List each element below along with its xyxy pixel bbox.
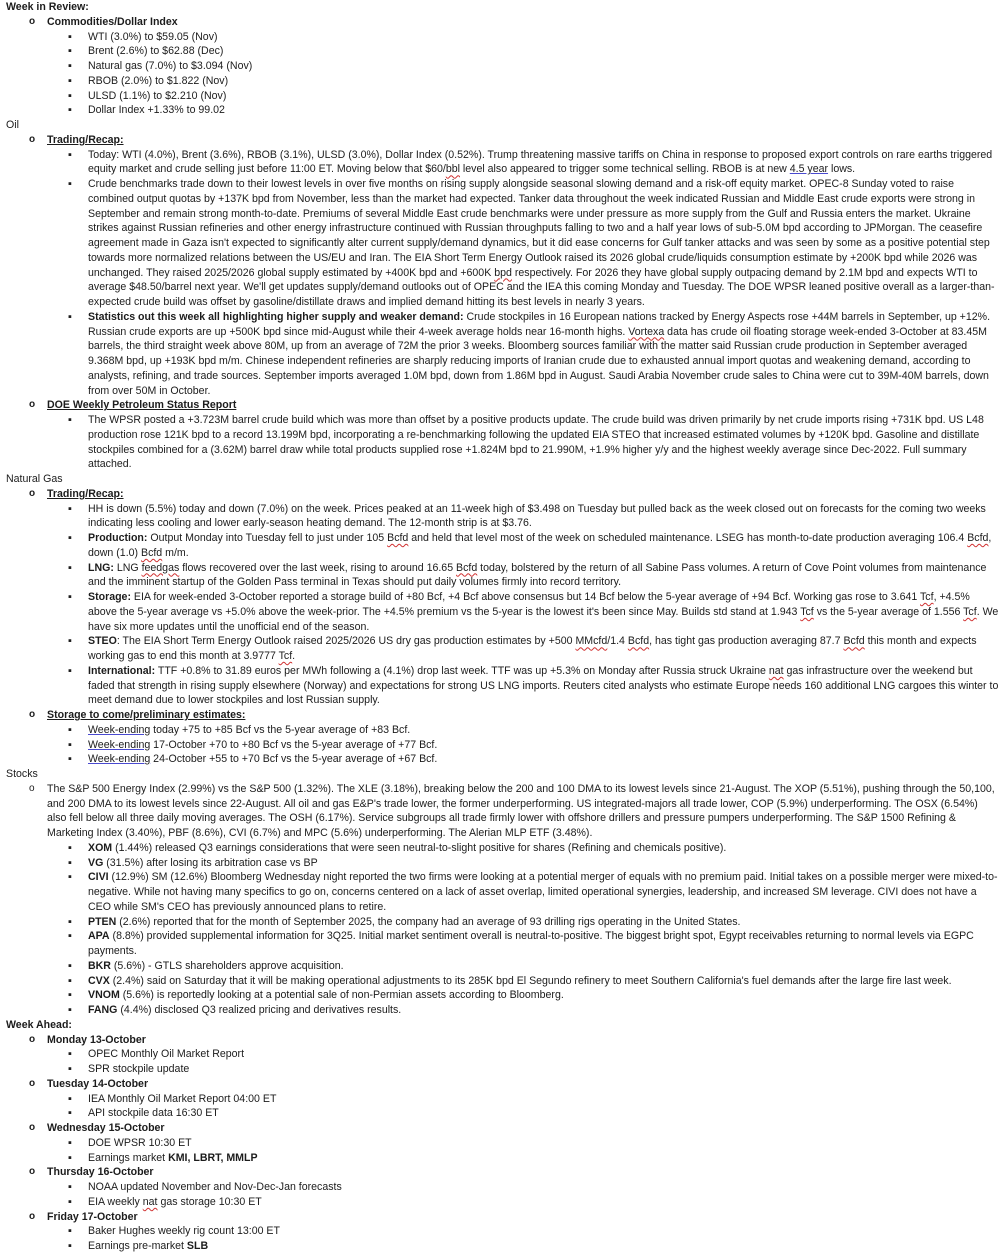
storage-estimate-item: ▪ Week-ending today +75 to +85 Bcf vs the 5-year average of +83 Bcf. (6, 723, 999, 738)
commodity-item: ▪ RBOB (2.0%) to $1.822 (Nov) (6, 74, 999, 89)
doe-heading: o DOE Weekly Petroleum Status Report (6, 398, 999, 413)
commodity-item: ▪ Brent (2.6%) to $62.88 (Dec) (6, 44, 999, 59)
oil-trading-item: ▪ Today: WTI (4.0%), Brent (3.6%), RBOB (3.1%), ULSD (3.0%), Dollar Index (0.52%). Trump threatening massive tariffs on China in response to proposed export controls on rare earths triggered equity market and crude selling just before 11:00 ET. Moving below that $60/bbl level also appeared to trigger some technical selling. RBOB is at new 4.5 year lows. (6, 148, 999, 178)
stocks-heading: Stocks (6, 768, 38, 780)
event-item: ▪ API stockpile data 16:30 ET (6, 1106, 999, 1121)
event-item: ▪ SPR stockpile update (6, 1062, 999, 1077)
day-heading: o Friday 17-October (6, 1210, 999, 1225)
stock-item: ▪ CIVI (12.9%) SM (12.6%) Bloomberg Wednesday night reported the two firms were looking at a potential merger of equals with no premium paid. Initial takes on a possible merger were mixed-to-negative. While not having many specifics to go on, concerns centered on a lack of asset overlap, limited operational synergies, leadership, and increased SM leverage. CIVI does not have a CEO while SM's CEO has previously announced plans to retire. (6, 870, 999, 914)
commodity-item: ▪ Natural gas (7.0%) to $3.094 (Nov) (6, 59, 999, 74)
day-heading: o Wednesday 15-October (6, 1121, 999, 1136)
commodities-heading: o Commodities/Dollar Index (6, 15, 999, 30)
natgas-production-item: ▪ Production: Output Monday into Tuesday fell to just under 105 Bcfd and held that level most of the week on scheduled maintenance. LSEG has month-to-date production averaging 106.4 Bcfd, down (1.0) Bcfd m/m. (6, 531, 999, 561)
commodity-item: ▪ Dollar Index +1.33% to 99.02 (6, 103, 999, 118)
storage-estimate-item: ▪ Week-ending 17-October +70 to +80 Bcf vs the 5-year average of +77 Bcf. (6, 738, 999, 753)
week-ahead-section (6, 1033, 999, 1254)
natgas-lng-item: ▪ LNG: LNG feedgas flows recovered over the last week, rising to around 16.65 Bcfd today, bolstered by the return of all Sabine Pass volumes. A return of Cove Point volumes from maintenance and the imminent startup of the Golden Pass terminal in Texas should put daily volumes firmly into record territory. (6, 561, 999, 591)
stock-item: ▪ PTEN (2.6%) reported that for the month of September 2025, the company had an average of 93 drilling rigs operating in the United States. (6, 915, 999, 930)
link-4-5-year[interactable]: 4.5 year (789, 163, 829, 176)
event-item: ▪ OPEC Monthly Oil Market Report (6, 1047, 999, 1062)
stock-item: ▪ XOM (1.44%) released Q3 earnings considerations that were seen neutral-to-slight positive for shares (Refining and chemicals positive). (6, 841, 999, 856)
event-item: ▪ Baker Hughes weekly rig count 13:00 ET (6, 1224, 999, 1239)
stocks-section (6, 782, 999, 1018)
storage-estimate-item: ▪ Week-ending 24-October +55 to +70 Bcf vs the 5-year average of +67 Bcf. (6, 752, 999, 767)
stocks-summary: o The S&P 500 Energy Index (2.99%) vs the S&P 500 (1.32%). The XLE (3.18%), breaking below the 200 and 100 DMA to its lowest levels since 21-August. The XOP (5.51%), pushing through the 50,100, and 200 DMA to its lowest levels since 22-August. All oil and gas E&P's trade lower, the former underperforming. US integrated-majors all trade lower, COP (5.9%) underperforming. The OSX (6.54%) also fell below all three daily moving averages. The OSH (6.17%). Service subgroups all trade firmly lower with offshore drillers and pressure pumpers underperforming. The S&P 1500 Refining & Marketing Index (3.40%), PBF (8.6%), CVI (6.7%) and MPC (5.6%) underperforming. The Alerian MLP ETF (3.48%). (6, 782, 999, 841)
stock-item: ▪ FANG (4.4%) disclosed Q3 realized pricing and derivatives results. (6, 1003, 999, 1018)
week-in-review-heading: Week in Review: (6, 1, 89, 13)
week-ahead-heading: Week Ahead: (6, 1018, 72, 1031)
natgas-steo-item: ▪ STEO: The EIA Short Term Energy Outlook raised 2025/2026 US dry gas production estimates by +500 MMcfd/1.4 Bcfd, has tight gas production averaging 87.7 Bcfd this month and expects working gas to end this month at 3.9777 Tcf. (6, 634, 999, 664)
stock-item: ▪ BKR (5.6%) - GTLS shareholders approve acquisition. (6, 959, 999, 974)
stock-item: ▪ VG (31.5%) after losing its arbitration case vs BP (6, 856, 999, 871)
event-item: ▪ Earnings market KMI, LBRT, MMLP (6, 1151, 999, 1166)
oil-trading-heading: o Trading/Recap: (6, 133, 999, 148)
oil-section (6, 133, 999, 472)
natgas-section (6, 487, 999, 767)
commodity-item: ▪ WTI (3.0%) to $59.05 (Nov) (6, 30, 999, 45)
natgas-heading: Natural Gas (6, 473, 63, 485)
natgas-trading-heading: o Trading/Recap: (6, 487, 999, 502)
event-item: ▪ EIA weekly nat gas storage 10:30 ET (6, 1195, 999, 1210)
oil-trading-item: ▪ Crude benchmarks trade down to their lowest levels in over five months on rising supply alongside seasonal slowing demand and a risk-off equity market. OPEC-8 Sunday voted to raise combined output quotas by +137K bpd from November, less than the market had expected. Tanker data throughout the week indicated Russian and Middle East crude exports were strong in September and remain strong month-to-date. Premiums of several Middle East crude benchmarks were under pressure as more supply from the Gulf and Russia enters the market. Ukraine strikes against Russian refineries and other energy infrastructure continued with Russian throughputs falling to two and a half year lows of sub-5.0M bpd according to JPMorgan. The ceasefire agreement made in Gaza isn't expected to significantly alter current supply/demand dynamics, but it did ease concerns for Gulf tanker attacks and was seen by some as a positive potential step towards more normalized relations between the US/EU and Iran. The EIA Short Term Energy Outlook raised its 2026 global crude/liquids consumption estimate by +200K bpd while 2026 was unchanged. They raised 2025/2026 global supply estimated by +400K bpd and +600K bpd respectively. For 2026 they have global supply outpacing demand by 2.1M bpd and expects WTI to average $48.50/barrel next year. We'll get updates supply/demand outlooks out of OPEC and the IEA this coming Monday and Tuesday. The DOE WPSR leaned positive overall as a larger-than-expected crude build was offset by gasoline/distillate draws and implied demand hitting its best levels in nearly 3 years. (6, 177, 999, 310)
day-heading: o Tuesday 14-October (6, 1077, 999, 1092)
event-item: ▪ NOAA updated November and Nov-Dec-Jan forecasts (6, 1180, 999, 1195)
storage-estimates-heading: o Storage to come/preliminary estimates: (6, 708, 999, 723)
event-item: ▪ Earnings pre-market SLB (6, 1239, 999, 1254)
stock-item: ▪ APA (8.8%) provided supplemental information for 3Q25. Initial market sentiment overall is neutral-to-positive. The biggest bright spot, Egypt receivables returning to normal levels via EGPC payments. (6, 929, 999, 959)
event-item: ▪ IEA Monthly Oil Market Report 04:00 ET (6, 1092, 999, 1107)
event-item: ▪ DOE WPSR 10:30 ET (6, 1136, 999, 1151)
doe-item: ▪ The WPSR posted a +3.723M barrel crude build which was more than offset by a positive products update. The crude build was driven primarily by net crude imports rising +731K bpd. US L48 production rose 121K bpd to a record 13.199M bpd, incorporating a re-benchmarking following the updated EIA STEO that increased estimated volumes by +120K bpd. Gasoline and distillate stockpiles combined for a (3.62M) barrel draw while total products supplied rose +1.824M bpd to 21.990M, +1.9% higher y/y and the highest weekly average since Dec-2022. Full summary attached. (6, 413, 999, 472)
stock-item: ▪ CVX (2.4%) said on Saturday that it will be making operational adjustments to its 285K bpd El Segundo refinery to meet Southern California's fuel demands after the large fire last week. (6, 974, 999, 989)
oil-trading-item: ▪ Statistics out this week all highlighting higher supply and weaker demand: Crude stockpiles in 16 European nations tracked by Energy Aspects rose +44M barrels in September, up +12%. Russian crude exports are up +500K bpd since mid-August while their 4-week average holds near 16-month highs. Vortexa data has crude oil floating storage week-ended 3-October at 83.45M barrels, the third straight week above 80M, up from an average of 72M the prior 3 weeks. Bloomberg sources familiar with the matter said Russian crude production in September averaged 9.368M bpd, up +193K bpd m/m. Chinese independent refineries are sharply reducing imports of Iranian crude due to exhausted annual import quotas and weakening demand, according to analysts, refining, and trade sources. September imports averaged 1.0M bpd, down from 1.86M bpd in August. Saudi Arabia November crude sales to China were cut to 39M-40M barrels, down from over 50M in October. (6, 310, 999, 399)
stock-item: ▪ VNOM (5.6%) is reportedly looking at a potential sale of non-Permian assets according to Bloomberg. (6, 988, 999, 1003)
day-heading: o Monday 13-October (6, 1033, 999, 1048)
natgas-international-item: ▪ International: TTF +0.8% to 31.89 euros per MWh following a (4.1%) drop last week. TTF was up +5.3% on Monday after Russia struck Ukraine nat gas infrastructure over the weekend but faded that strength in rising supply elsewhere (Norway) and expectations for strong US LNG imports. Reuters cited analysts who estimate Europe needs 160 additional LNG cargoes this winter to meet demand due to lower stockpiles and lost Russian supply. (6, 664, 999, 708)
commodity-item: ▪ ULSD (1.1%) to $2.210 (Nov) (6, 89, 999, 104)
natgas-hh-item: ▪ HH is down (5.5%) today and down (7.0%) on the week. Prices peaked at an 11-week high of $3.498 on Tuesday but pulled back as the week closed out on forecasts for the coming two weeks indicating less cooling and lower early-season heating demand. The 12-month strip is at $3.76. (6, 502, 999, 532)
day-heading: o Thursday 16-October (6, 1165, 999, 1180)
week-in-review-list (6, 15, 999, 118)
natgas-storage-item: ▪ Storage: EIA for week-ended 3-October reported a storage build of +80 Bcf, +4 Bcf above consensus but 14 Bcf below the 5-year average of +94 Bcf. Working gas rose to 3.641 Tcf, +4.5% above the 5-year average vs +5.0% above the week-prior. The +4.5% premium vs the 5-year is the lowest it's been since May. Builds std stand at 1.943 Tcf vs the 5-year average of 1.556 Tcf. We have six more updates until the unofficial end of the season. (6, 590, 999, 634)
oil-heading: Oil (6, 119, 19, 131)
